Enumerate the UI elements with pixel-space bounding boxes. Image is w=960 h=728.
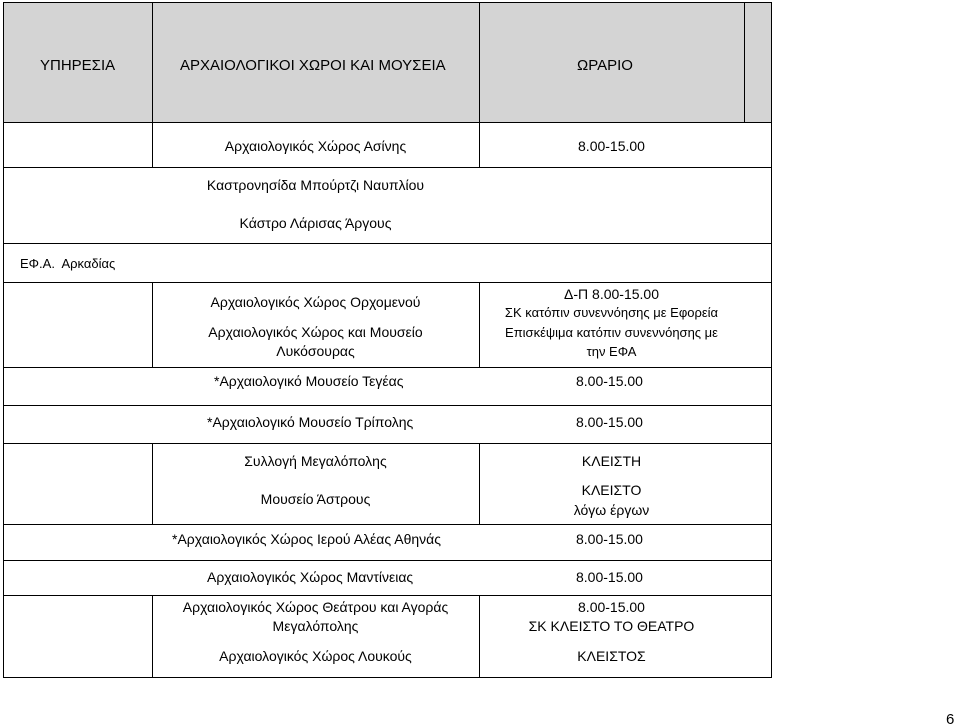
site-tripoli: *Αρχαιολογικό Μουσείο Τρίπολης bbox=[207, 414, 414, 430]
row-divider bbox=[4, 282, 771, 283]
site-lykosoura-2: Λυκόσουρας bbox=[276, 343, 355, 359]
header-hours: ΩΡΑΡΙΟ bbox=[577, 57, 633, 74]
site-lykosoura-1: Αρχαιολογικός Χώρος και Μουσείο bbox=[208, 324, 423, 340]
row-divider bbox=[4, 443, 771, 444]
site-asini: Αρχαιολογικός Χώρος Ασίνης bbox=[224, 138, 407, 154]
header-divider-1 bbox=[152, 2, 153, 123]
header-divider-2 bbox=[479, 2, 480, 123]
page-number: 6 bbox=[946, 711, 955, 728]
site-astros: Μουσείο Άστρους bbox=[260, 491, 371, 507]
header-service: ΥΠΗΡΕΣΙΑ bbox=[40, 57, 116, 74]
ephorate-arcadia: ΕΦ.Α. Αρκαδίας bbox=[20, 256, 116, 271]
hours-megalopoli-collection: ΚΛΕΙΣΤΗ bbox=[581, 453, 642, 469]
hours-asini: 8.00-15.00 bbox=[578, 138, 645, 154]
hours-tripoli: 8.00-15.00 bbox=[576, 414, 643, 430]
hours-theatre-2: ΣΚ ΚΛΕΙΣΤΟ ΤΟ ΘΕΑΤΡΟ bbox=[528, 618, 695, 634]
row-divider bbox=[4, 367, 771, 368]
site-mantineia: Αρχαιολογικός Χώρος Μαντίνειας bbox=[207, 569, 414, 585]
hours-by-appointment: Επισκέψιμα κατόπιν συνεννόησης με bbox=[505, 325, 718, 340]
hours-weekdays: Δ-Π 8.00-15.00 bbox=[564, 286, 659, 302]
site-megalopoli-collection: Συλλογή Μεγαλόπολης bbox=[244, 453, 387, 469]
hours-weekend: ΣΚ κατόπιν συνεννόησης με Εφορεία bbox=[504, 305, 719, 320]
hours-theatre-1: 8.00-15.00 bbox=[578, 599, 645, 615]
site-theatre-1: Αρχαιολογικός Χώρος Θεάτρου και Αγοράς bbox=[182, 599, 449, 615]
header-divider-3 bbox=[744, 2, 745, 123]
schedule-table bbox=[3, 2, 772, 678]
hours-alea: 8.00-15.00 bbox=[576, 531, 643, 547]
row-divider bbox=[4, 243, 771, 244]
site-orchomenos: Αρχαιολογικός Χώρος Ορχομενού bbox=[210, 294, 421, 310]
hours-tegea: 8.00-15.00 bbox=[576, 373, 643, 389]
hours-astros-2: λόγω έργων bbox=[573, 502, 650, 518]
row-divider bbox=[4, 560, 771, 561]
site-alea: *Αρχαιολογικός Χώρος Ιερού Αλέας Αθηνάς bbox=[172, 531, 441, 547]
hours-loukou: ΚΛΕΙΣΤΟΣ bbox=[577, 648, 646, 664]
site-theatre-2: Μεγαλόπολης bbox=[272, 618, 359, 634]
site-bourtzi: Καστρονησίδα Μπούρτζι Ναυπλίου bbox=[206, 177, 425, 193]
hours-mantineia: 8.00-15.00 bbox=[576, 569, 643, 585]
row-divider bbox=[4, 524, 771, 525]
site-tegea: *Αρχαιολογικό Μουσείο Τεγέας bbox=[214, 373, 404, 389]
row-divider bbox=[4, 405, 771, 406]
hours-astros-1: ΚΛΕΙΣΤΟ bbox=[581, 482, 642, 498]
site-loukou: Αρχαιολογικός Χώρος Λουκούς bbox=[219, 648, 412, 664]
row-divider bbox=[4, 167, 771, 168]
header-sites: ΑΡΧΑΙΟΛΟΓΙΚΟΙ ΧΩΡΟΙ ΚΑΙ ΜΟΥΣΕΙΑ bbox=[180, 57, 446, 74]
row-divider bbox=[4, 595, 771, 596]
site-larisa: Κάστρο Λάρισας Άργους bbox=[239, 215, 392, 231]
hours-efa: την ΕΦΑ bbox=[586, 344, 637, 359]
